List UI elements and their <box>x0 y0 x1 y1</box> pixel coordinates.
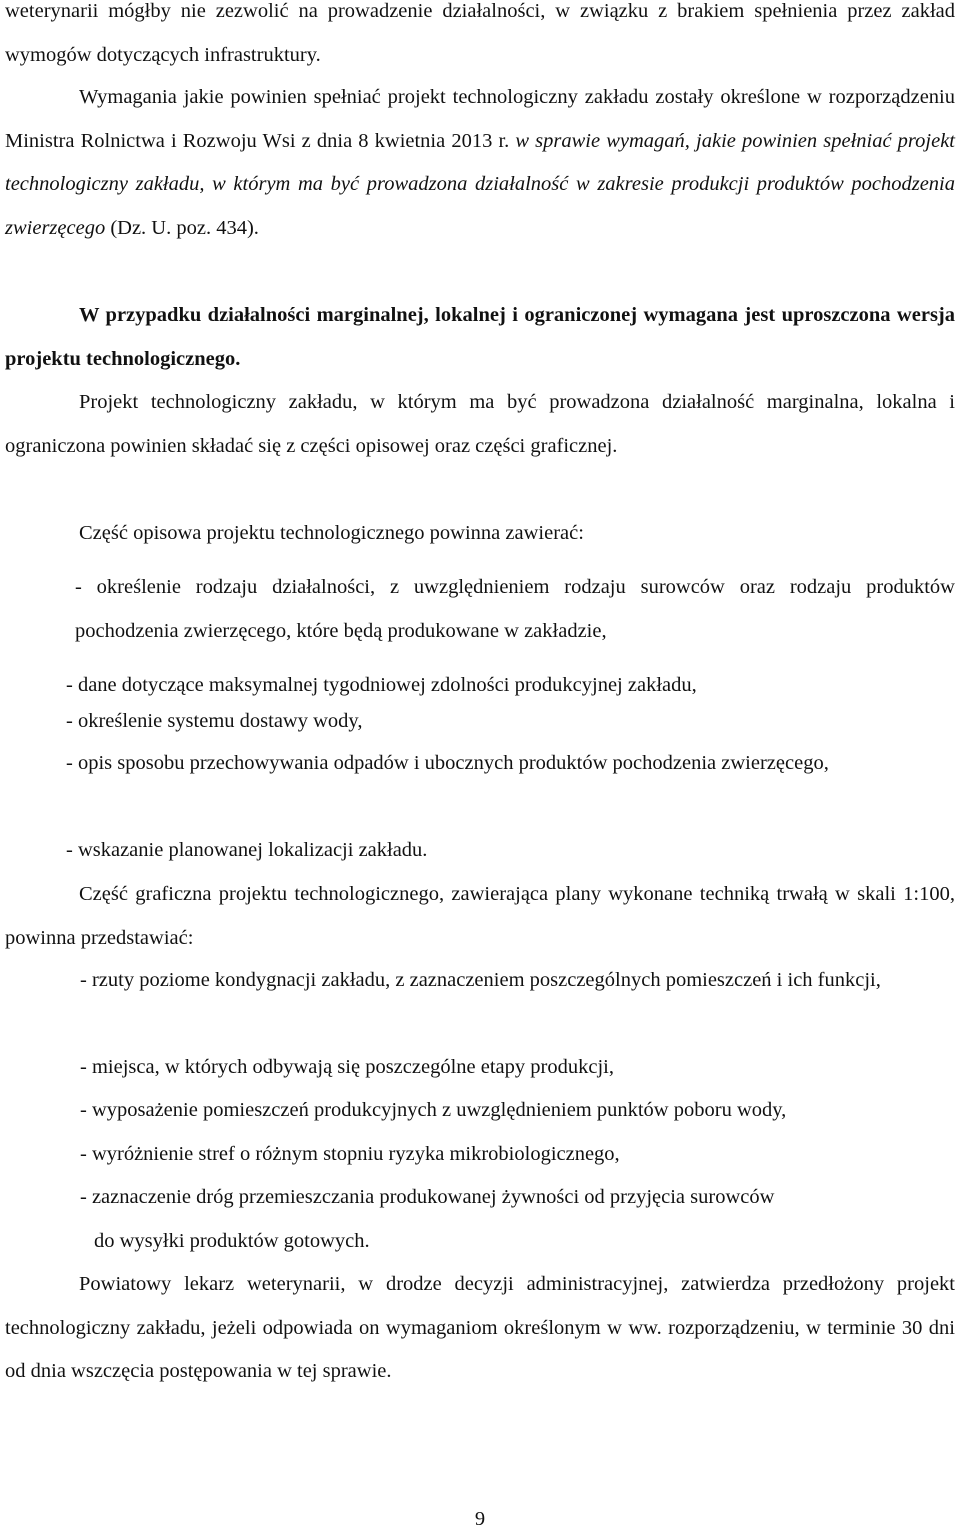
requirements-text: Wymagania jakie powinien spełniać projekt technologiczny zakładu zostały określone w rozporządzeniu Ministra Rolnictwa i Rozwoju Wsi z dnia 8 kwietnia 2013 r. <box>5 86 955 152</box>
paragraph-simplified-version: W przypadku działalności marginalnej, lokalnej i ograniczonej wymagana jest uproszczona wersja projektu technologicznego. <box>5 304 955 370</box>
page-number: 9 <box>474 1508 486 1530</box>
regulation-title: w sprawie wymagań, jakie powinien spełniać projekt technologiczny zakładu, w którym ma być prowadzona działalność w zakresie produkcji produktów pochodzenia zwierzęcego <box>5 129 955 239</box>
paragraph-approval: Powiatowy lekarz weterynarii, w drodze decyzji administracyjnej, zatwierdza przedłożony projekt technologiczny zakładu, jeżeli odpowiada on wymaganiom określonym w ww. rozporządzeniu, w terminie 30 dni od dnia wszczęcia postępowania w tej sprawie. <box>5 1273 955 1382</box>
list-item: - wyposażenie pomieszczeń produkcyjnych z uwzględnieniem punktów poboru wody, <box>80 1099 787 1121</box>
list-item: - rzuty poziome kondygnacji zakładu, z zaznaczeniem poszczególnych pomieszczeń i ich funkcji, <box>80 969 881 991</box>
list-item: do wysyłki produktów gotowych. <box>94 1230 370 1252</box>
list-item: - dane dotyczące maksymalnej tygodniowej zdolności produkcyjnej zakładu, <box>66 674 697 696</box>
paragraph-project-parts: Projekt technologiczny zakładu, w którym ma być prowadzona działalność marginalna, lokalna i ograniczona powinien składać się z części opisowej oraz części graficznej. <box>5 391 955 457</box>
list-item: - miejsca, w których odbywają się poszczególne etapy produkcji, <box>80 1056 614 1078</box>
list-item: - określenie rodzaju działalności, z uwzględnieniem rodzaju surowców oraz rodzaju produktów pochodzenia zwierzęcego, które będą produkowane w zakładzie, <box>75 576 955 642</box>
list-item: - określenie systemu dostawy wody, <box>66 710 363 732</box>
paragraph-descriptive-part: Część opisowa projektu technologicznego powinna zawierać: <box>79 522 584 544</box>
paragraph-requirements <box>5 76 955 250</box>
list-item: - opis sposobu przechowywania odpadów i ubocznych produktów pochodzenia zwierzęcego, <box>66 752 829 774</box>
paragraph-infrastructure: weterynarii mógłby nie zezwolić na prowadzenie działalności, w związku z brakiem spełnienia przez zakład wymogów dotyczących infrastruktury. <box>5 0 955 66</box>
list-item: - zaznaczenie dróg przemieszczania produkowanej żywności od przyjęcia surowców <box>80 1186 775 1208</box>
regulation-reference: (Dz. U. poz. 434). <box>105 216 259 239</box>
list-item: - wskazanie planowanej lokalizacji zakładu. <box>66 839 428 861</box>
paragraph-graphic-part: Część graficzna projektu technologicznego, zawierająca plany wykonane techniką trwałą w skali 1:100, powinna przedstawiać: <box>5 883 955 949</box>
list-item: - wyróżnienie stref o różnym stopniu ryzyka mikrobiologicznego, <box>80 1143 620 1165</box>
